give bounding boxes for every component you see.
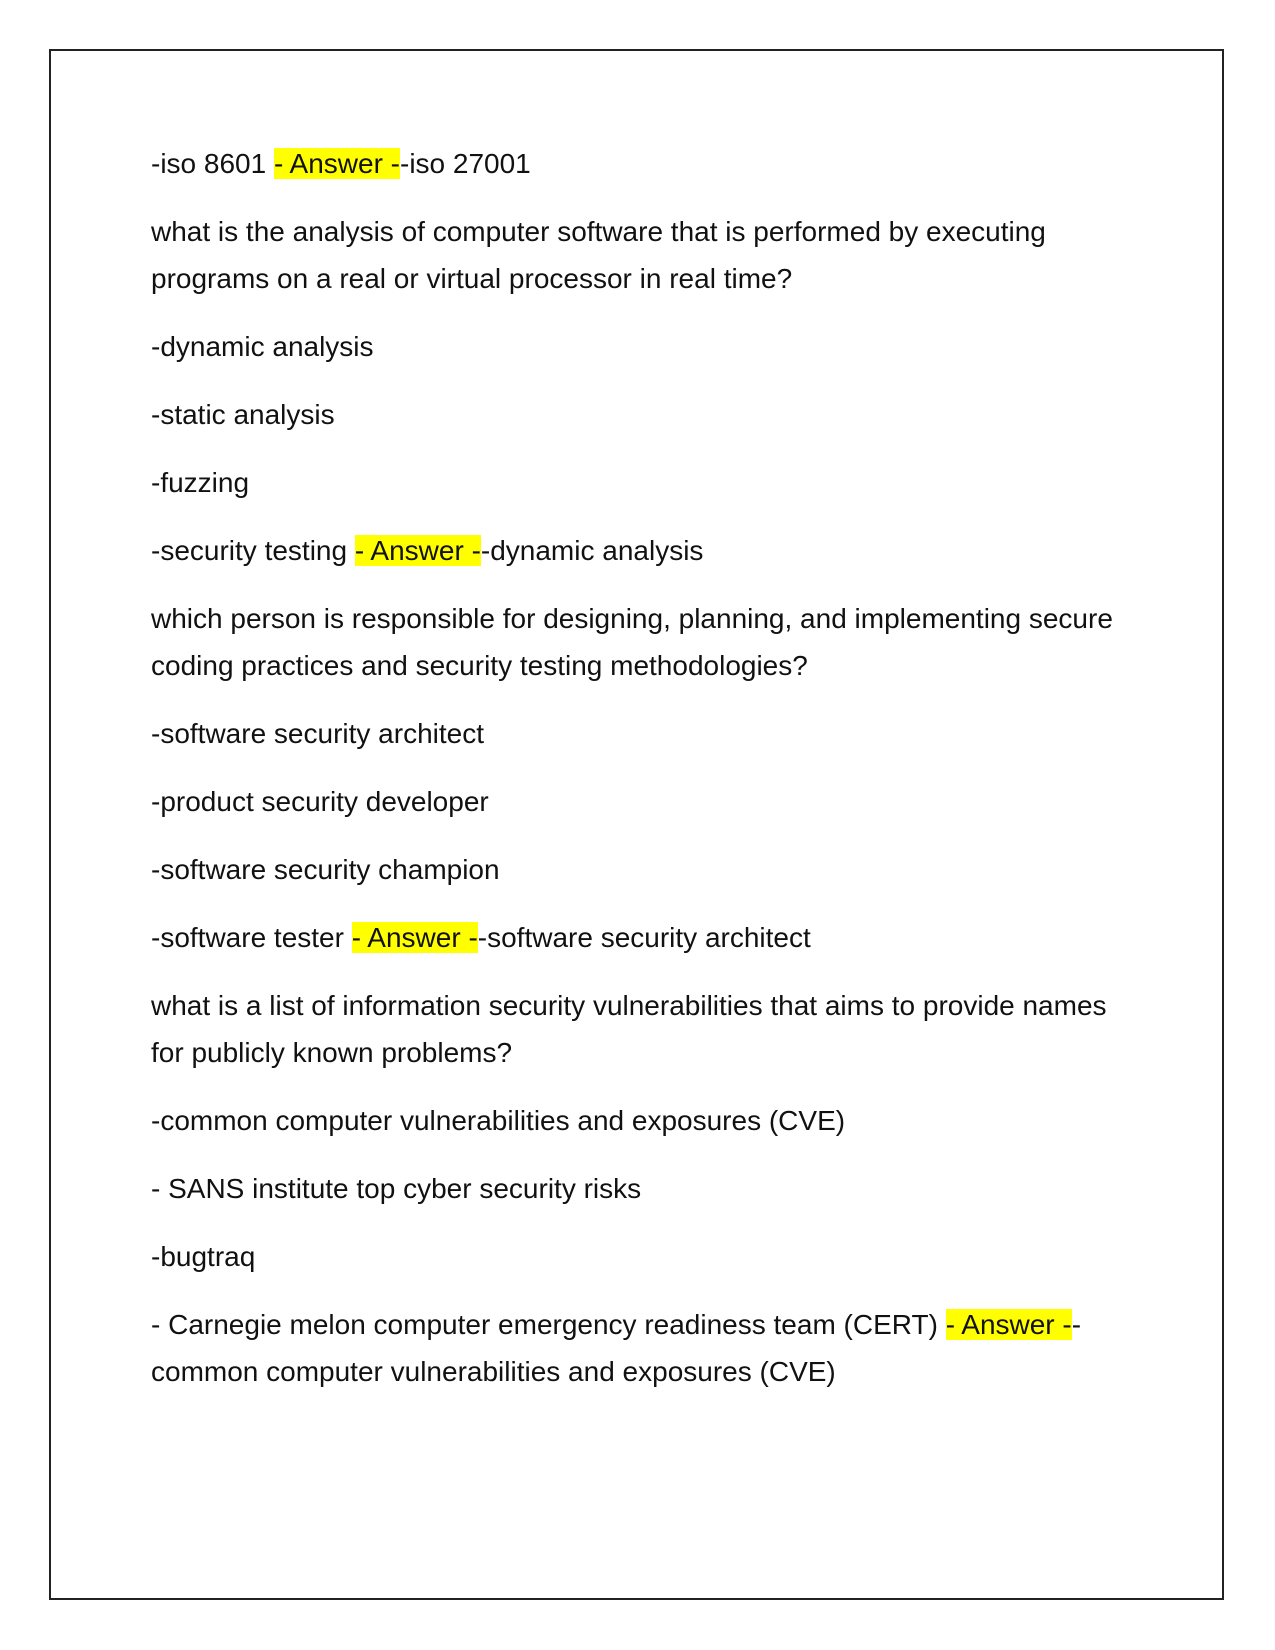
answer-prefix: -security testing <box>151 535 355 566</box>
answer-value: -software security architect <box>477 922 811 953</box>
option-text: -software security architect <box>151 718 484 749</box>
option-text: -static analysis <box>151 399 335 430</box>
answer-value: -common computer vulnerabilities and exposures (CVE) <box>151 1309 1082 1387</box>
option-text: -dynamic analysis <box>151 331 374 362</box>
answer-highlight: - Answer - <box>273 148 400 179</box>
question-text: which person is responsible for designing, planning, and implementing secure coding practices and security testing methodologies? <box>151 603 1113 681</box>
option-text: -fuzzing <box>151 467 250 498</box>
answer-highlight: - Answer - <box>354 535 481 566</box>
answer-highlight: - Answer - <box>351 922 478 953</box>
answer-prefix: -iso 8601 <box>151 148 274 179</box>
option-text: -common computer vulnerabilities and exposures (CVE) <box>151 1105 846 1136</box>
document-body <box>151 140 1131 1416</box>
option-text: -bugtraq <box>151 1241 256 1272</box>
answer-prefix: - Carnegie melon computer emergency readiness team (CERT) <box>151 1309 946 1340</box>
answer-line <box>151 914 1131 961</box>
answer-line <box>151 1301 1131 1395</box>
answer-value: -dynamic analysis <box>480 535 704 566</box>
answer-prefix: -software tester <box>151 922 352 953</box>
answer-highlight: - Answer - <box>945 1309 1072 1340</box>
answer-line <box>151 527 1131 574</box>
question-text: what is the analysis of computer software that is performed by executing programs on a real or virtual processor in real time? <box>151 216 1046 294</box>
option-text: -software security champion <box>151 854 500 885</box>
answer-line <box>151 140 1131 187</box>
option-text: - SANS institute top cyber security risks <box>151 1173 642 1204</box>
option-text: -product security developer <box>151 786 489 817</box>
answer-value: -iso 27001 <box>400 148 531 179</box>
question-text: what is a list of information security vulnerabilities that aims to provide names for publicly known problems? <box>151 990 1107 1068</box>
